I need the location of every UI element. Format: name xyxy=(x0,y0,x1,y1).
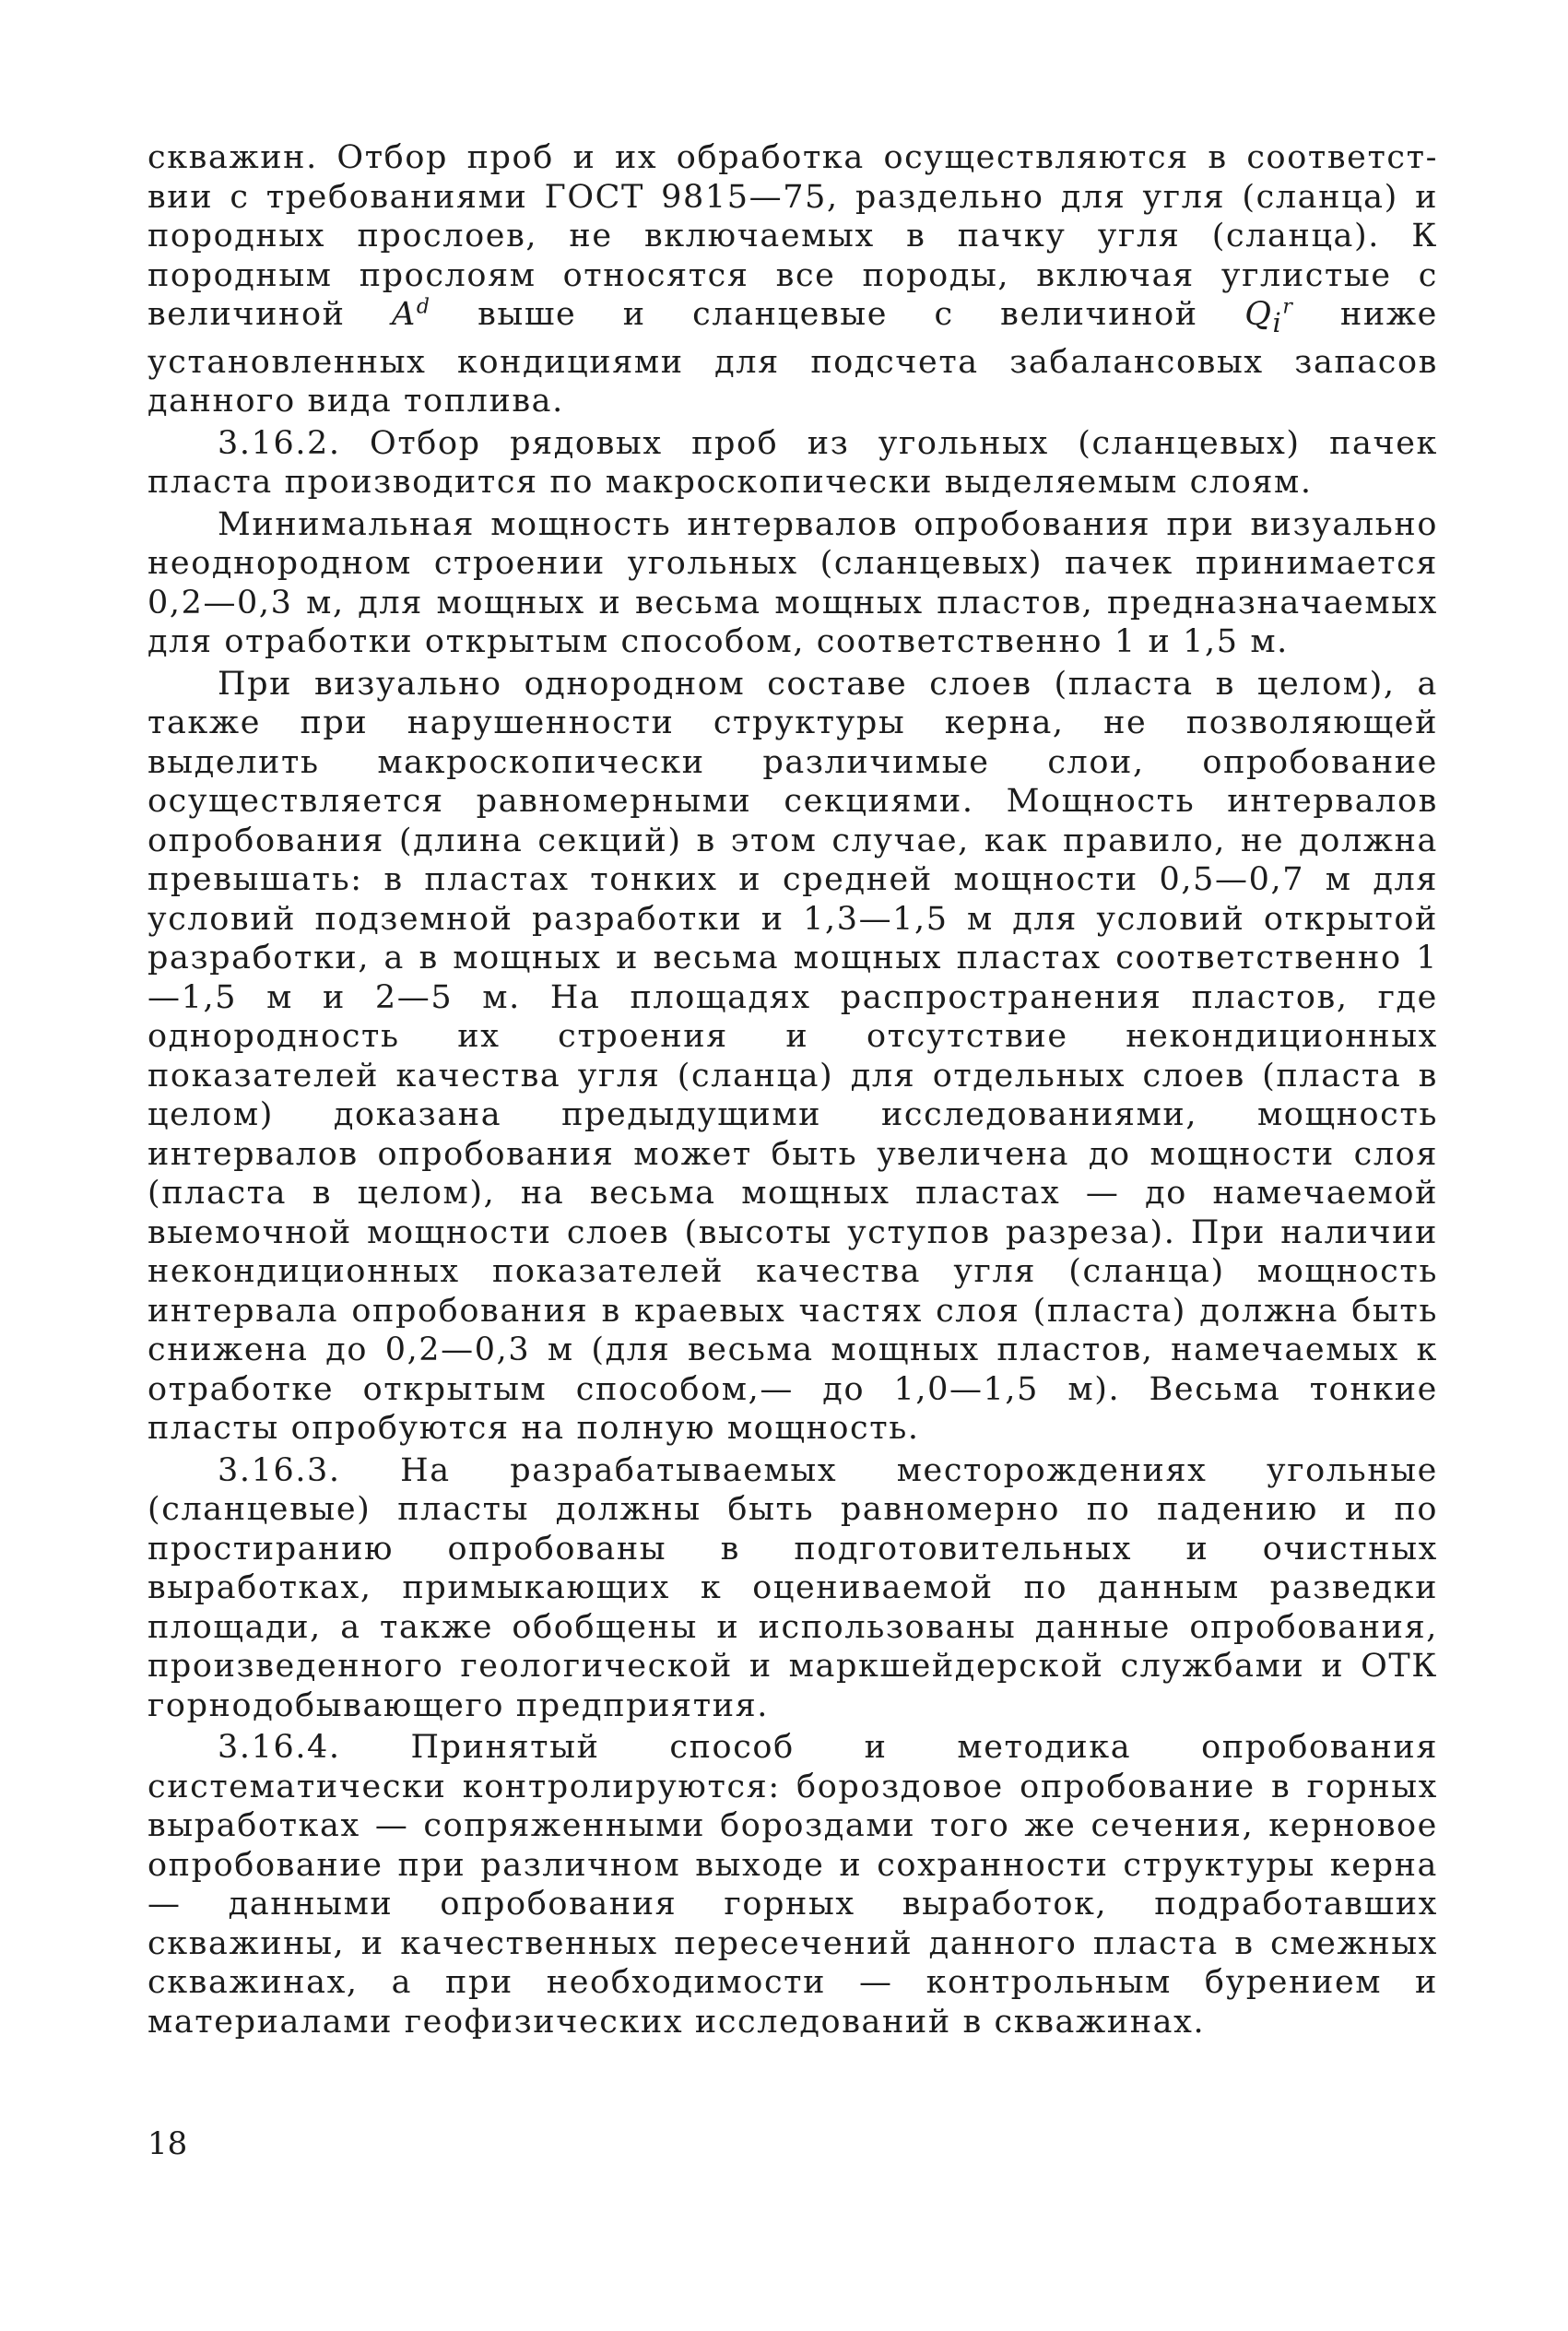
paragraph-text: выше и сланцевые с величиной xyxy=(430,296,1245,333)
paragraph-3-16-3: 3.16.3. На разрабатываемых месторождениях угольные (сланцевые) пласты должны быть равномерно по падению и по простиранию опробованы в подготовительных и очистных выработках, примыкающих к оцениваемой по данным разведки площади, а также обобщены и использованы данные опробования, произведенного геологической и маркшейдерской службами и ОТК горнодобывающего предприятия. xyxy=(147,1451,1438,1724)
paragraph-continuation xyxy=(147,138,1438,421)
paragraph-text: скважин. Отбор проб и их обработка осуществляются в соответст-вии с требованиями ГОСТ 9815—75, раздельно для угля (сланца) и породных прослоев, не включаемых в пачку угля (сланца). К породным прослоям относятся все породы, включая углистые с величиной xyxy=(147,139,1438,333)
symbol-letter: Q xyxy=(1244,296,1273,333)
symbol-subscript: i xyxy=(1272,307,1283,338)
body-text xyxy=(147,138,1438,2044)
paragraph-3-16-2: 3.16.2. Отбор рядовых проб из угольных (сланцевых) пачек пласта производится по макроскопически выделяемым слоям. xyxy=(147,424,1438,501)
page-number: 18 xyxy=(147,2125,188,2162)
symbol-ash-content xyxy=(392,296,431,333)
symbol-heat-value xyxy=(1244,295,1294,338)
paragraph-text: ниже установленных кондициями для подсчета забалансовых запасов данного вида топлива. xyxy=(147,296,1438,420)
symbol-superscript: d xyxy=(416,295,431,319)
symbol-letter: A xyxy=(392,296,417,333)
symbol-superscript: r xyxy=(1282,295,1294,319)
paragraph-minimum-thickness: Минимальная мощность интервалов опробования при визуально неоднородном строении угольных (сланцевых) пачек принимается 0,2—0,3 м, для мощных и весьма мощных пластов, предназначаемых для отработки открытым способом, соответственно 1 и 1,5 м. xyxy=(147,505,1438,660)
paragraph-uniform-composition: При визуально однородном составе слоев (пласта в целом), а также при нарушенности структуры керна, не позволяющей выделить макроскопически различимые слои, опробование осуществляется равномерными секциями. Мощность интервалов опробования (длина секций) в этом случае, как правило, не должна превышать: в пластах тонких и средней мощности 0,5—0,7 м для условий подземной разработки и 1,3—1,5 м для условий открытой разработки, а в мощных и весьма мощных пластах соответственно 1—1,5 м и 2—5 м. На площадях распространения пластов, где однородность их строения и отсутствие некондиционных показателей качества угля (сланца) для отдельных слоев (пласта в целом) доказана предыдущими исследованиями, мощность интервалов опробования может быть увеличена до мощности слоя (пласта в целом), на весьма мощных пластах — до намечаемой выемочной мощности слоев (высоты уступов разреза). При наличии некондиционных показателей качества угля (сланца) мощность интервала опробования в краевых частях слоя (пласта) должна быть снижена до 0,2—0,3 м (для весьма мощных пластов, намечаемых к отработке открытым способом,— до 1,0—1,5 м). Весьма тонкие пласты опробуются на полную мощность. xyxy=(147,665,1438,1447)
paragraph-3-16-4: 3.16.4. Принятый способ и методика опробования систематически контролируются: бороздовое опробование в горных выработках — сопряженными бороздами того же сечения, керновое опробование при различном выходе и сохранности структуры керна — данными опробования горных выработок, подработавших скважины, и качественных пересечений данного пласта в смежных скважинах, а при необходимости — контрольным бурением и материалами геофизических исследований в скважинах. xyxy=(147,1729,1438,2041)
